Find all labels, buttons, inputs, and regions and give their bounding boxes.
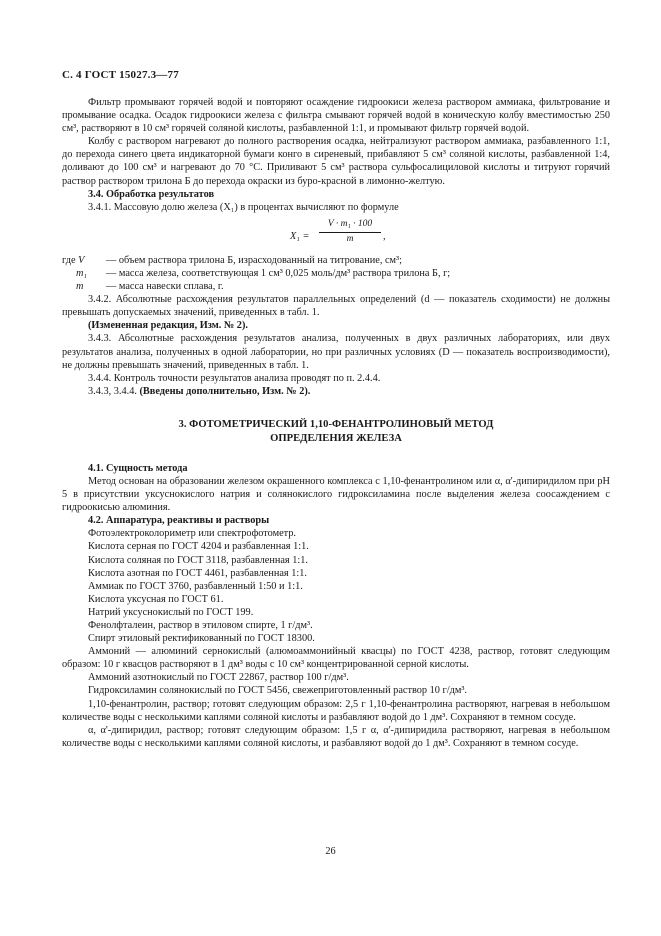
where-prefix-and-symbol bbox=[62, 254, 104, 267]
clause-3-4-3: 3.4.3. Абсолютные расхождения результатов анализа, полученных в двух различных лабораториях, или двух результатов анализа, полученных в одной лаборатории, но при различных условиях (D — показатель воспроизводимости), не должны превышать значений, приведенных в табл. 1. bbox=[62, 333, 610, 371]
fraction-bar bbox=[319, 232, 381, 233]
amendment-line bbox=[62, 385, 610, 398]
section-heading-3-4: 3.4. Обработка результатов bbox=[88, 188, 215, 200]
clause-refs: 3.4.3, 3.4.4. bbox=[88, 385, 137, 397]
reagent-item: Аммоний — алюминий сернокислый (алюмоаммонийный квасцы) по ГОСТ 4238, раствор, готовят следующим образом: 10 г квасцов растворяют в 1 дм³ воды с 10 см³ концентрированной серной кислоты. bbox=[62, 646, 610, 671]
reagent-item: Аммоний азотнокислый по ГОСТ 22867, раствор 100 г/дм³. bbox=[88, 672, 349, 684]
reagent-item: Кислота уксусная по ГОСТ 61. bbox=[88, 593, 224, 605]
reagent-item: Фотоэлектроколориметр или спектрофотометр. bbox=[88, 528, 296, 540]
reagent-item: Натрий уксуснокислый по ГОСТ 199. bbox=[88, 606, 254, 618]
where-symbol: m₁ bbox=[76, 267, 88, 279]
where-line bbox=[62, 254, 610, 267]
formula-x1 bbox=[62, 217, 610, 253]
paragraph: Колбу с раствором нагревают до полного растворения осадка, нейтрализуют раствором аммиака, разбавленного 1:1, до перехода синего цвета индикаторной бумаги конго в сиреневый, прибавляют 5 см³ соляной кислоты, разбавленной 1:4, доливают до 100 см³ и нагревают до 70 °С. Приливают 5 см³ раствора сульфосалициловой кислоты и титруют горячий раствор раствором трилона Б до перехода окраски из буро-красной в лимонно-желтую. bbox=[62, 136, 610, 187]
formula-fraction bbox=[319, 219, 381, 245]
where-prefix: где bbox=[62, 254, 76, 266]
reagent-item: Кислота соляная по ГОСТ 3118, разбавленная 1:1. bbox=[88, 554, 308, 566]
document-body bbox=[62, 96, 610, 750]
paragraph: Фильтр промывают горячей водой и повторяют осаждение гидроокиси железа раствором аммиака, фильтрование и промывание осадка. Осадок гидроокиси железа с фильтра смывают горячей водой в коническую колбу вместимостью 250 см³, растворяют в 10 см³ горячей соляной кислоты, разбавленной 1:1, и промывают фильтр горячей водой. bbox=[62, 97, 610, 135]
where-definition: — масса навески сплава, г. bbox=[106, 281, 224, 293]
reagent-item: Кислота азотная по ГОСТ 4461, разбавленная 1:1. bbox=[88, 567, 307, 579]
reagent-item: Кислота серная по ГОСТ 4204 и разбавленная 1:1. bbox=[88, 541, 309, 553]
where-line bbox=[62, 280, 610, 293]
reagent-item: Гидроксиламин солянокислый по ГОСТ 5456, свежеприготовленный раствор 10 г/дм³. bbox=[88, 685, 467, 697]
amendment-note: (Введены дополнительно, Изм. № 2). bbox=[139, 385, 311, 397]
running-header: С. 4 ГОСТ 15027.3—77 bbox=[62, 69, 179, 81]
clause-3-4-2: 3.4.2. Абсолютные расхождения результатов параллельных определений (d — показатель сходимости) не должны превышать допускаемых значений, приведенных в табл. 1. bbox=[62, 294, 610, 319]
where-definition: — объем раствора трилона Б, израсходованный на титрование, см³; bbox=[106, 254, 402, 266]
where-definition: — масса железа, соответствующая 1 см³ 0,025 моль/дм³ раствора трилона Б, г; bbox=[106, 267, 451, 279]
section-heading-4-1: 4.1. Сущность метода bbox=[88, 462, 188, 474]
reagent-item: 1,10-фенантролин, раствор; готовят следующим образом: 2,5 г 1,10-фенантролина растворяют, нагревая в небольшом количестве воды с несколькими каплями соляной кислоты и разбавляют водой до 1 дм³. Сохраняют в темном сосуде. bbox=[62, 698, 610, 723]
page-number: 26 bbox=[325, 846, 336, 857]
formula-denominator: m bbox=[346, 233, 354, 244]
section-title-line: 3. ФОТОМЕТРИЧЕСКИЙ 1,10-ФЕНАНТРОЛИНОВЫЙ МЕТОД bbox=[178, 418, 494, 430]
reagent-item: α, α'-дипиридил, раствор; готовят следующим образом: 1,5 г α, α'-дипиридила растворяют, нагревая в небольшом количестве воды с несколькими каплями соляной кислоты, и разбавляют водой до 1 дм³. Сохраняют в темном сосуде. bbox=[62, 724, 610, 749]
section-heading-4-2: 4.2. Аппаратура, реактивы и растворы bbox=[88, 515, 270, 527]
reagent-item: Аммиак по ГОСТ 3760, разбавленный 1:50 и 1:1. bbox=[88, 580, 303, 592]
amendment-note: (Измененная редакция, Изм. № 2). bbox=[88, 320, 248, 332]
clause-3-4-1: 3.4.1. Массовую долю железа (X₁) в процентах вычисляют по формуле bbox=[88, 201, 399, 213]
paragraph: Метод основан на образовании железом окрашенного комплекса с 1,10-фенантролином или α, α'-дипиридилом при рН 5 в присутствии уксуснокислого натрия и солянокислого гидроксиламина после выделения железа соосаждением с гидроокисью алюминия. bbox=[62, 475, 610, 514]
where-symbol: m bbox=[76, 281, 84, 293]
where-line bbox=[62, 267, 610, 280]
formula-comma: , bbox=[383, 230, 386, 242]
clause-3-4-4: 3.4.4. Контроль точности результатов анализа проводят по п. 2.4.4. bbox=[88, 372, 381, 384]
section-title-line: ОПРЕДЕЛЕНИЯ ЖЕЛЕЗА bbox=[270, 432, 402, 444]
reagent-item: Фенолфталеин, раствор в этиловом спирте, 1 г/дм³. bbox=[88, 620, 313, 631]
section-title-3 bbox=[62, 418, 610, 446]
formula-numerator: V · m₁ · 100 bbox=[327, 218, 373, 229]
formula-lhs: X₁ = bbox=[290, 230, 310, 242]
reagent-item: Спирт этиловый ректификованный по ГОСТ 18300. bbox=[88, 633, 315, 645]
where-symbol: V bbox=[78, 254, 85, 266]
